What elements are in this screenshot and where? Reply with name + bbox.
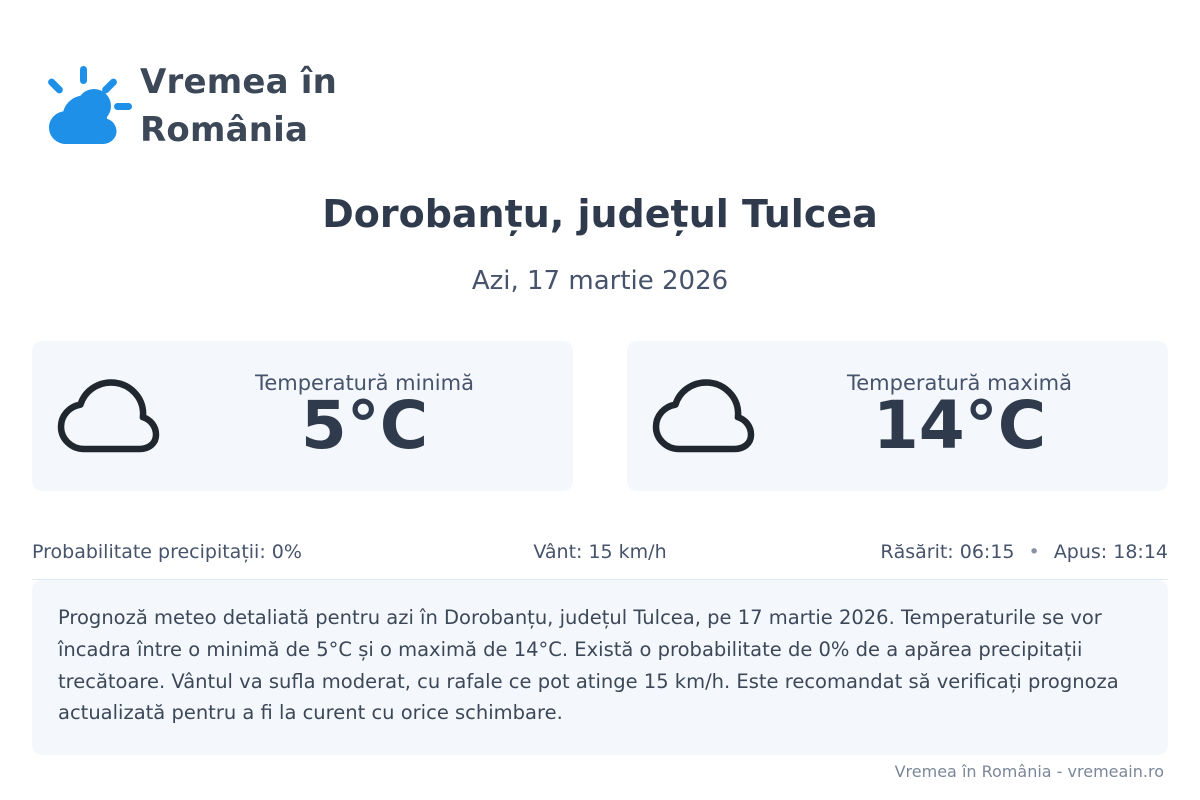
footer-credit: Vremea în România - vremeain.ro (894, 762, 1164, 781)
brand[interactable] (36, 58, 337, 155)
min-temperature-label: Temperatură minimă (255, 371, 474, 396)
min-temperature-value: 5°C (300, 387, 429, 465)
precipitation-detail: Probabilitate precipitații: 0% (32, 540, 302, 563)
brand-title (140, 58, 337, 155)
min-temperature-card (32, 341, 573, 491)
max-temperature-body (769, 371, 1150, 465)
cloud-icon (50, 361, 180, 471)
page-subtitle: Azi, 17 martie 2026 (471, 266, 729, 296)
brand-line-1: Vremea în (140, 62, 338, 102)
max-temperature-label: Temperatură maximă (846, 371, 1073, 396)
detail-separator: • (1028, 540, 1040, 563)
sunrise-detail: Răsărit: 06:15 (880, 540, 1015, 563)
wind-detail: Vânt: 15 km/h (533, 540, 667, 563)
forecast-description: Prognoză meteo detaliată pentru azi în Dorobanțu, județul Tulcea, pe 17 martie 2026. Temperaturile se vor încadra între o minimă de 5°C și o maximă de 14°C. Există o probabilitate de 0% de a apărea precipitații trecătoare. Vântul va sufla moderat, cu rafale ce pot atinge 15 km/h. Este recomandat să verificați prognoza actualizată pentru a fi la curent cu orice schimbare. (32, 580, 1168, 755)
temperature-cards (32, 341, 1168, 491)
brand-line-2: România (140, 110, 309, 151)
sun-behind-cloud-icon (36, 58, 140, 154)
min-temperature-body (174, 371, 555, 465)
sunset-detail: Apus: 18:14 (1053, 540, 1169, 563)
sun-times-detail (789, 541, 1168, 563)
weather-details-row (32, 524, 1168, 580)
cloud-icon (645, 361, 775, 471)
max-temperature-value: 14°C (872, 387, 1047, 465)
page-title: Dorobanțu, județul Tulcea (322, 192, 878, 236)
max-temperature-card (627, 341, 1168, 491)
